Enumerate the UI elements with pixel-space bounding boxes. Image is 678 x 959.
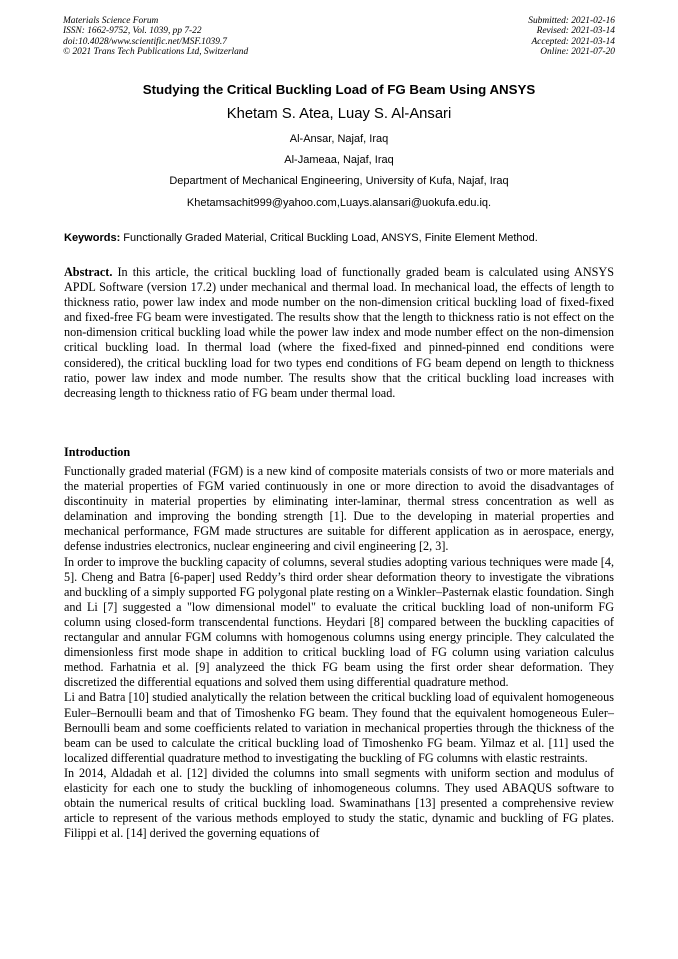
paragraph: In 2014, Aldadah et al. [12] divided the columns into small segments with uniform section and modulus of elasticity for each one to study the buckling of inhomogeneous columns. They used ABAQUS software to obtain the numerical results of critical buckling load. Swaminathans [13] presented a comprehensive review article to represent of the various methods employed to study the static, dynamic and buckling of FG plates. Filippi et al. [14] derived the governing equations of: [64, 765, 614, 841]
author-emails: Khetamsachit999@yahoo.com,Luays.alansari@uokufa.edu.iq.: [186, 197, 492, 209]
abstract-text: In this article, the critical buckling load of functionally graded beam is calculated using ANSYS APDL Software (version 17.2) under mechanical and thermal load. In mechanical load, the effects of length to thickness ratio, power law index and mode number on the non-dimension critical buckling load of fixed-fixed and fixed-free FG beam were investigated. The results show that the length to thickness ratio is not effect on the non-dimension critical buckling load while the power law index and mode number effect on the non-dimension critical buckling load. In thermal load (where the fixed-fixed and pinned-pinned end conditions were considered), the critical buckling load for two types end conditions of FG beam depend on length to thickness ratio, power law index and mode number. The results show that the critical buckling load increases with decreasing length to thickness ratio of FG beam under thermal load.: [64, 265, 614, 400]
date-submitted: Submitted: 2021-02-16: [528, 16, 615, 26]
paper-authors: Khetam S. Atea, Luay S. Al-Ansari: [226, 106, 452, 122]
paper-title: Studying the Critical Buckling Load of FG Beam Using ANSYS: [142, 82, 536, 97]
paragraph: In order to improve the buckling capacity of columns, several studies adopting various techniques were made [4, 5]. Cheng and Batra [6-paper] used Reddy’s third order shear deformation theory to investigate the vibrations and buckling of a simply supported FG polygonal plate resting on a Winkler–Pasternak elastic foundation. Singh and Li [7] suggested a "low dimensional model" to evaluate the critical buckling load of non-uniform FG column using closed-form transcendental functions. Heydari [8] compared between the buckling capacities of rectangular and annular FGM columns with homogenous columns using energy principle. They calculated the dimensionless first mode shape in addition to critical buckling load of FG column using variation calculus method. Farhatnia et al. [9] analyzeed the thick FG beam using the first order shear deformation. They discretized the differential equations and solved them using differential quadrature method.: [64, 554, 614, 690]
publication-dates: [528, 16, 615, 58]
affiliation-1: Al-Ansar, Najaf, Iraq: [289, 133, 389, 145]
journal-copyright: © 2021 Trans Tech Publications Ltd, Switzerland: [63, 47, 249, 58]
date-revised: Revised: 2021-03-14: [536, 26, 615, 37]
journal-name: Materials Science Forum: [63, 16, 159, 26]
section-heading-introduction: Introduction: [64, 445, 131, 459]
keywords: [64, 232, 624, 244]
abstract-label: Abstract.: [64, 265, 113, 279]
paragraph: Functionally graded material (FGM) is a new kind of composite materials consists of two or more materials and the material properties of FGM varied continuously in one or more direction to avoid the disadvantages of discontinuity in material properties by eliminating inter-laminar, thermal stress concentration as well as delamination and improving the bonding strength [1]. Due to the developing in material properties and mechanical performance, FGM made structures are suitable for different application as in aerospace, energy, defense industries electronics, nuclear engineering and civil engineering [2, 3].: [64, 464, 614, 554]
keywords-text: Functionally Graded Material, Critical Buckling Load, ANSYS, Finite Element Method.: [120, 232, 538, 244]
journal-issn: ISSN: 1662-9752, Vol. 1039, pp 7-22: [63, 26, 202, 37]
paragraph: Li and Batra [10] studied analytically the relation between the critical buckling load of equivalent homogeneous Euler–Bernoulli beam and that of Timoshenko FG beam. They found that the equivalent homogeneous Euler–Bernoulli beam and some coefficients related to variation in mechanical properties through the thickness of the beam can be used to calculate the critical buckling load of Timoshenko FG beam. Yilmaz et al. [11] used the localized differential quadrature method to investigating the buckling of FG columns with elastic restraints.: [64, 690, 614, 765]
date-accepted: Accepted: 2021-03-14: [531, 36, 615, 47]
keywords-label: Keywords:: [64, 232, 121, 244]
abstract: [64, 265, 614, 401]
introduction-body: [64, 464, 614, 841]
journal-info: [63, 16, 248, 58]
journal-doi: doi:10.4028/www.scientific.net/MSF.1039.7: [63, 36, 227, 47]
affiliation-2: Al-Jameaa, Najaf, Iraq: [284, 154, 394, 166]
date-online: Online: 2021-07-20: [540, 47, 615, 58]
affiliation-department: Department of Mechanical Engineering, University of Kufa, Najaf, Iraq: [169, 175, 509, 187]
